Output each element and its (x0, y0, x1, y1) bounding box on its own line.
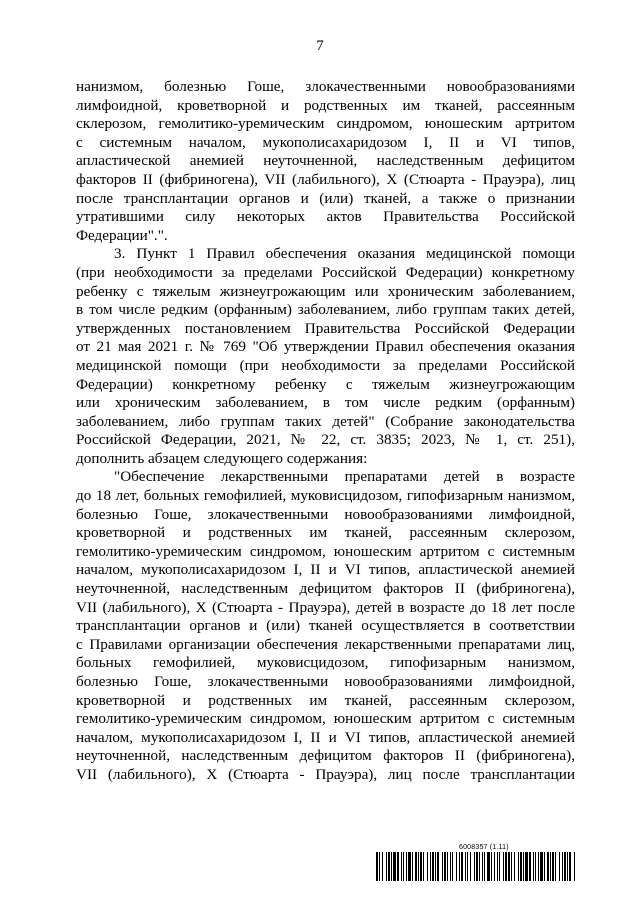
text-line: началом, мукополисахаридозом I, II и VI типов, апластической анемией (76, 728, 575, 746)
text-line: кроветворной и родственных им тканей, рассеянным склерозом, (76, 524, 575, 542)
text-line: заболеванием, либо группам таких детей" (Собрание законодательства (76, 412, 575, 430)
text-line: VII (лабильного), X (Стюарта - Прауэра), детей в возрасте до 18 лет после (76, 598, 575, 616)
text-line: VII (лабильного), X (Стюарта - Прауэра), лиц после трансплантации (76, 765, 575, 783)
text-line: после трансплантации органов и (или) тканей, а также о признании (76, 189, 575, 207)
text-line: Федерации) конкретному ребенку с тяжелым жизнеугрожающим (76, 375, 575, 393)
text-line: болезнью Гоше, злокачественными новообразованиями лимфоидной, (76, 505, 575, 523)
text-line: Федерации".". (76, 226, 168, 244)
text-line: "Обеспечение лекарственными препаратами детей в возрасте (114, 468, 575, 486)
text-line: гемолитико-уремическим синдромом, юношеским артритом с системным (76, 710, 575, 728)
text-line: с системным началом, мукополисахаридозом I, II и VI типов, (76, 133, 575, 151)
text-line: апластической анемией неуточненной, наследственным дефицитом (76, 152, 575, 170)
paragraph-2 (76, 245, 575, 468)
text-line: Российской Федерации, 2021, № 22, ст. 3835; 2023, № 1, ст. 251), (76, 431, 575, 449)
text-line: 3. Пункт 1 Правил обеспечения оказания медицинской помощи (114, 245, 575, 263)
text-line: гемолитико-уремическим синдромом, юношеским артритом с системным (76, 542, 575, 560)
text-line: утратившими силу некоторых актов Правительства Российской (76, 208, 575, 226)
page-number: 7 (316, 38, 324, 54)
text-line: трансплантации органов и (или) тканей осуществляется в соответствии (76, 617, 575, 635)
text-line: (при необходимости за пределами Российской Федерации) конкретному (76, 263, 575, 281)
text-line: лимфоидной, кроветворной и родственных им тканей, рассеянным (76, 96, 575, 114)
text-line: дополнить абзацем следующего содержания: (76, 449, 368, 467)
text-line: больных гемофилией, муковисцидозом, гипофизарным нанизмом, (76, 654, 575, 672)
text-line: нанизмом, болезнью Гоше, злокачественными новообразованиями (76, 78, 575, 95)
barcode-label: 6008357 (1.11) (459, 844, 509, 851)
text-line: или хроническим заболеванием, в том числе редким (орфанным) (76, 394, 575, 412)
text-line: ребенку с тяжелым жизнеугрожающим или хроническим заболеванием, (76, 282, 575, 300)
paragraph-1 (76, 78, 575, 245)
text-line: медицинской помощи (при необходимости за пределами Российской (76, 356, 575, 374)
text-line: началом, мукополисахаридозом I, II и VI типов, апластической анемией (76, 561, 575, 579)
text-line: неуточненной, наследственным дефицитом факторов II (фибриногена), (76, 747, 575, 765)
text-line: утвержденных постановлением Правительства Российской Федерации (76, 319, 575, 337)
text-line: факторов II (фибриногена), VII (лабильного), X (Стюарта - Прауэра), лиц (76, 170, 575, 188)
paragraph-3 (76, 468, 575, 784)
text-line: с Правилами организации обеспечения лекарственными препаратами лиц, (76, 635, 575, 653)
text-line: склерозом, гемолитико-уремическим синдромом, юношеским артритом (76, 115, 575, 133)
text-line: в том числе редким (орфанным) заболеванием, либо группам таких детей, (76, 301, 575, 319)
barcode-icon (376, 852, 575, 881)
text-line: неуточненной, наследственным дефицитом факторов II (фибриногена), (76, 580, 575, 598)
text-line: кроветворной и родственных им тканей, рассеянным склерозом, (76, 691, 575, 709)
text-line: от 21 мая 2021 г. № 769 "Об утверждении Правил обеспечения оказания (76, 338, 575, 356)
text-line: до 18 лет, больных гемофилией, муковисцидозом, гипофизарным нанизмом, (76, 487, 575, 505)
text-line: болезнью Гоше, злокачественными новообразованиями лимфоидной, (76, 673, 575, 690)
document-body (76, 78, 575, 785)
